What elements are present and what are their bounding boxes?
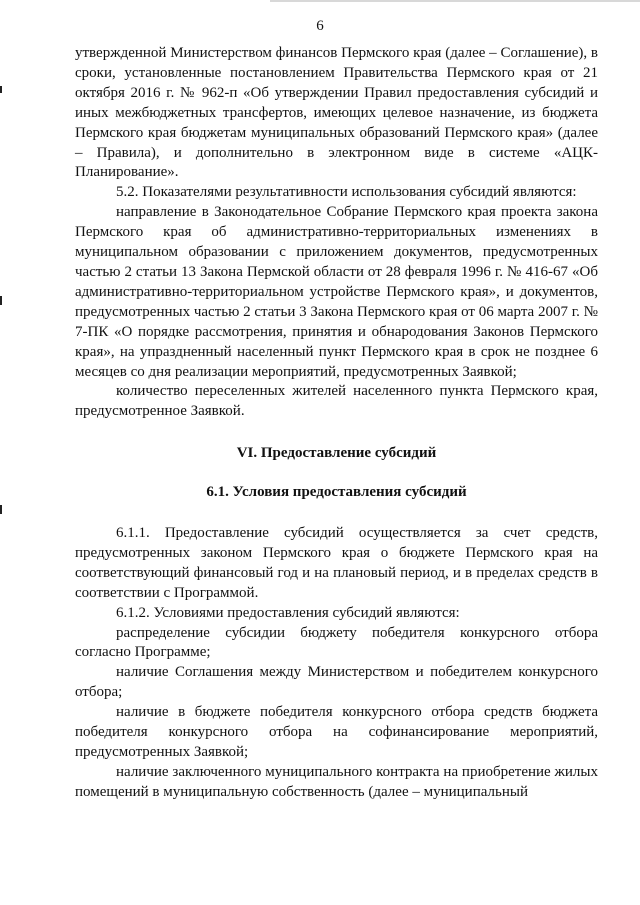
scan-edge-mark bbox=[0, 86, 2, 93]
paragraph-condition-agreement: наличие Соглашения между Министерством и победителем конкурсного отбора; bbox=[75, 664, 598, 701]
paragraph-condition-distribution: распределение субсидии бюджету победителя конкурсного отбора согласно Программе; bbox=[75, 624, 598, 661]
scan-top-edge bbox=[270, 0, 640, 2]
subsection-heading: 6.1. Условия предоставления субсидий bbox=[206, 484, 467, 501]
paragraph-5-2: 5.2. Показателями результативности использования субсидий являются: bbox=[116, 184, 577, 201]
document-body bbox=[75, 44, 598, 803]
paragraph-indicator-resettled: количество переселенных жителей населенного пункта Пермского края, предусмотренное Заявкой. bbox=[75, 383, 598, 420]
paragraph-indicator-law-draft: направление в Законодательное Собрание Пермского края проекта закона Пермского края об административно-территориальных изменениях в муниципальном образовании с приложением документов, предусмотренных частью 2 статьи 13 Закона Пермской области от 28 февраля 1996 г. № 416-67 «Об административно-территориальном устройстве Пермского края», и документов, предусмотренных частью 2 статьи 3 Закона Пермского края от 06 марта 2007 г. № 7-ПК «О порядке рассмотрения, принятия и обнародования Законов Пермского края», на упраздненный населенный пункт Пермского края в срок не позднее 6 месяцев со дня реализации мероприятий, предусмотренных Заявкой; bbox=[75, 204, 598, 380]
paragraph-6-1-2: 6.1.2. Условиями предоставления субсидий являются: bbox=[116, 604, 460, 621]
paragraph-condition-cofinancing: наличие в бюджете победителя конкурсного отбора средств бюджета победителя конкурсного отбора на софинансирование мероприятий, предусмотренных Заявкой; bbox=[75, 704, 598, 760]
paragraph-6-1-1: 6.1.1. Предоставление субсидий осуществляется за счет средств, предусмотренных законом Пермского края о бюджете Пермского края на соответствующий финансовый год и на плановый период, и в пределах средств в соответствии с Программой. bbox=[75, 525, 598, 601]
scan-edge-mark bbox=[0, 296, 2, 305]
section-heading: VI. Предоставление субсидий bbox=[236, 445, 437, 462]
page-number: 6 bbox=[316, 18, 324, 34]
paragraph-condition-contract: наличие заключенного муниципального контракта на приобретение жилых помещений в муниципальную собственность (далее – муниципальный bbox=[75, 763, 598, 800]
scan-edge-mark bbox=[0, 505, 2, 514]
paragraph-agreement-continuation: утвержденной Министерством финансов Пермского края (далее – Соглашение), в сроки, установленные постановлением Правительства Пермского края от 21 октября 2016 г. № 962-п «Об утверждении Правил предоставления субсидий и иных межбюджетных трансфертов, имеющих целевое назначение, из бюджета Пермского края бюджетам муниципальных образований Пермского края» (далее – Правила), и дополнительно в электронном виде в системе «АЦК-Планирование». bbox=[75, 45, 598, 181]
